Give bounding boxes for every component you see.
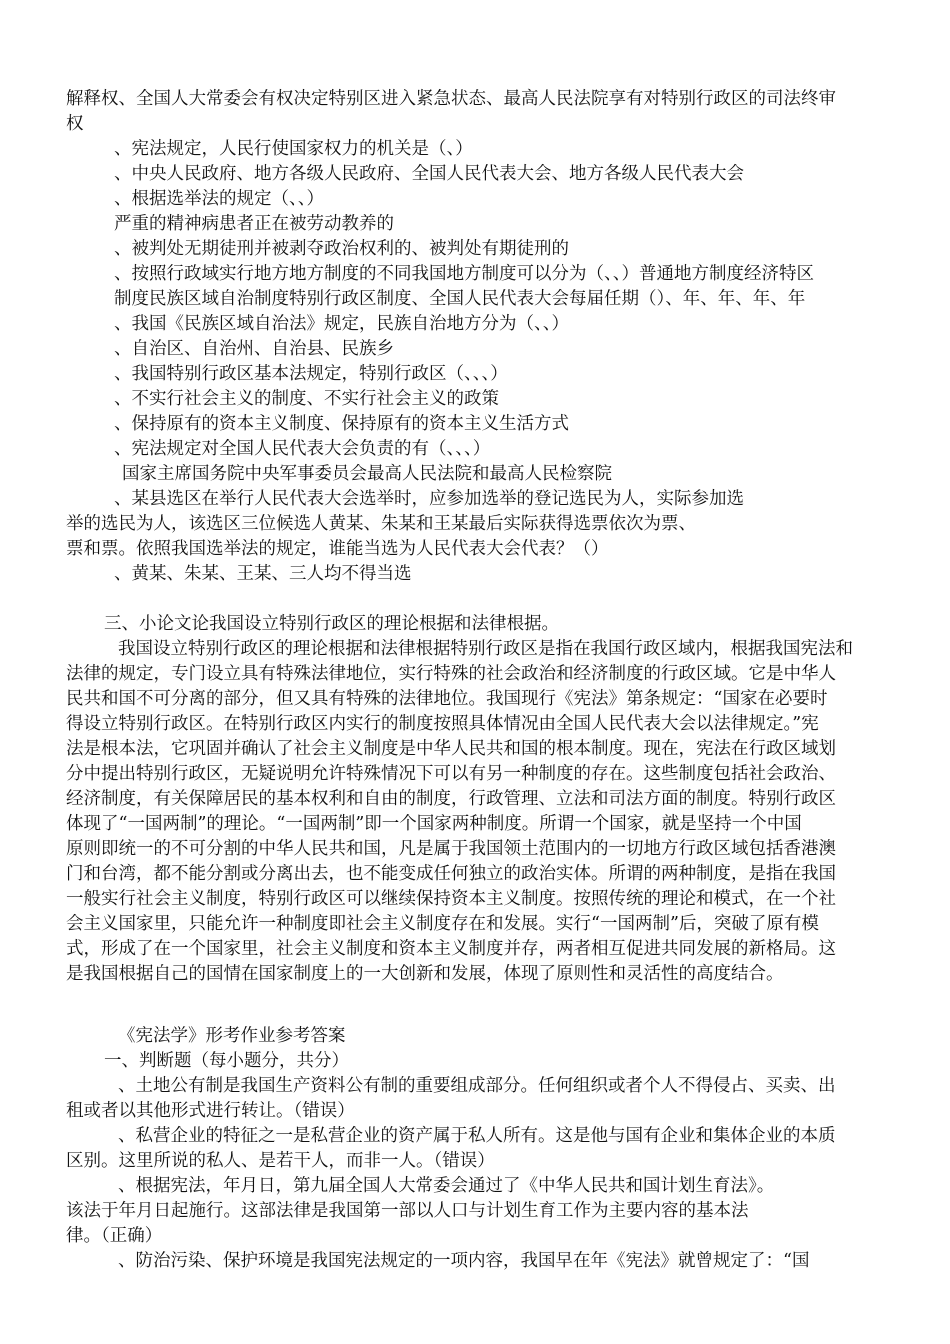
answer-item: 严重的精神病患者正在被劳动教养的 [114,214,394,234]
answer-item: 、被判处无期徒刑并被剥夺政治权利的、被判处有期徒刑的 [114,239,569,259]
essay-paragraph-line: 分中提出特别行政区，无疑说明允许特殊情况下可以有另一种制度的存在。这些制度包括社会政治、 [66,764,836,784]
judgment-item: 、土地公有制是我国生产资料公有制的重要组成部分。任何组织或者个人不得侵占、买卖、出 [118,1076,836,1096]
section-heading: 三、小论文论我国设立特别行政区的理论根据和法律根据。 [104,614,559,634]
question-item: 、我国特别行政区基本法规定，特别行政区（、、、） [114,364,508,384]
essay-paragraph-line: 一般实行社会主义制度，特别行政区可以继续保持资本主义制度。按照传统的理论和模式，在一个社 [66,889,836,909]
essay-paragraph-line: 法律的规定，专门设立具有特殊法律地位，实行特殊的社会政治和经济制度的行政区域。它是中华人 [66,664,836,684]
answer-item: 国家主席国务院中央军事委员会最高人民法院和最高人民检察院 [122,464,612,484]
text-line: 解释权、全国人大常委会有权决定特别区进入紧急状态、最高人民法院享有对特别行政区的司法终审 [66,89,836,109]
text-line: 举的选民为人，该选区三位候选人黄某、朱某和王某最后实际获得选票依次为票、 [66,514,696,534]
essay-paragraph-line: 体现了“一国两制”的理论。“一国两制”即一个国家两种制度。所谓一个国家，就是坚持一个中国 [66,814,802,834]
question-item: 、按照行政域实行地方地方制度的不同我国地方制度可以分为（、、）普通地方制度经济特区 [114,264,814,284]
question-item: 、宪法规定，人民行使国家权力的机关是（、） [114,139,473,159]
judgment-item: 、私营企业的特征之一是私营企业的资产属于私人所有。这是他与国有企业和集体企业的本质 [118,1126,836,1146]
judgment-item: 、防治污染、保护环境是我国宪法规定的一项内容，我国早在年《宪法》就曾规定了：“国 [118,1251,810,1271]
question-item: 、宪法规定对全国人民代表大会负责的有（、、、） [114,439,491,459]
document-title: 《宪法学》形考作业参考答案 [118,1026,346,1046]
judgment-item: 律。（正确） [66,1226,163,1246]
text-line: 票和票。依照我国选举法的规定，谁能当选为人民代表大会代表？（） [66,539,609,559]
answer-item: 、黄某、朱某、王某、三人均不得当选 [114,564,412,584]
essay-paragraph-line: 我国设立特别行政区的理论根据和法律根据特别行政区是指在我国行政区域内，根据我国宪法和 [118,639,853,659]
answer-item: 、自治区、自治州、自治县、民族乡 [114,339,394,359]
essay-paragraph-line: 是我国根据自己的国情在国家制度上的一大创新和发展，体现了原则性和灵活性的高度结合。 [66,964,784,984]
essay-paragraph-line: 得设立特别行政区。在特别行政区内实行的制度按照具体情况由全国人民代表大会以法律规定。”宪 [66,714,819,734]
section-heading: 一、判断题（每小题分，共分） [104,1051,349,1071]
judgment-item: 租或者以其他形式进行转让。（错误） [66,1101,355,1121]
text-line: 权 [66,114,84,134]
essay-paragraph-line: 经济制度，有关保障居民的基本权利和自由的制度，行政管理、立法和司法方面的制度。特别行政区 [66,789,836,809]
essay-paragraph-line: 门和台湾，都不能分割或分离出去，也不能变成任何独立的政治实体。所谓的两种制度，是指在我国 [66,864,836,884]
judgment-item: 区别。这里所说的私人、是若干人，而非一人。（错误） [66,1151,495,1171]
answer-item: 、不实行社会主义的制度、不实行社会主义的政策 [114,389,499,409]
answer-item: 、中央人民政府、地方各级人民政府、全国人民代表大会、地方各级人民代表大会 [114,164,744,184]
answer-item: 、保持原有的资本主义制度、保持原有的资本主义生活方式 [114,414,569,434]
question-item: 、我国《民族区域自治法》规定，民族自治地方分为（、、） [114,314,569,334]
judgment-item: 该法于年月日起施行。这部法律是我国第一部以人口与计划生育工作为主要内容的基本法 [66,1201,749,1221]
essay-paragraph-line: 原则即统一的不可分割的中华人民共和国，凡是属于我国领土范围内的一切地方行政区域包括香港澳 [66,839,836,859]
judgment-item: 、根据宪法，年月日，第九届全国人大常委会通过了《中华人民共和国计划生育法》。 [118,1176,775,1196]
essay-paragraph-line: 会主义国家里，只能允许一种制度即社会主义制度存在和发展。实行“一国两制”后，突破了原有模 [66,914,819,934]
question-item: 、根据选举法的规定（、、） [114,189,324,209]
essay-paragraph-line: 式，形成了在一个国家里，社会主义制度和资本主义制度并存，两者相互促进共同发展的新格局。这 [66,939,836,959]
essay-paragraph-line: 法是根本法，它巩固并确认了社会主义制度是中华人民共和国的根本制度。现在，宪法在行政区域划 [66,739,836,759]
question-item: 、某县选区在举行人民代表大会选举时，应参加选举的登记选民为人，实际参加选 [114,489,744,509]
answer-item: 制度民族区域自治制度特别行政区制度、全国人民代表大会每届任期（）、年、年、年、年 [114,289,806,309]
essay-paragraph-line: 民共和国不可分离的部分，但又具有特殊的法律地位。我国现行《宪法》第条规定：“国家在必要时 [66,689,828,709]
